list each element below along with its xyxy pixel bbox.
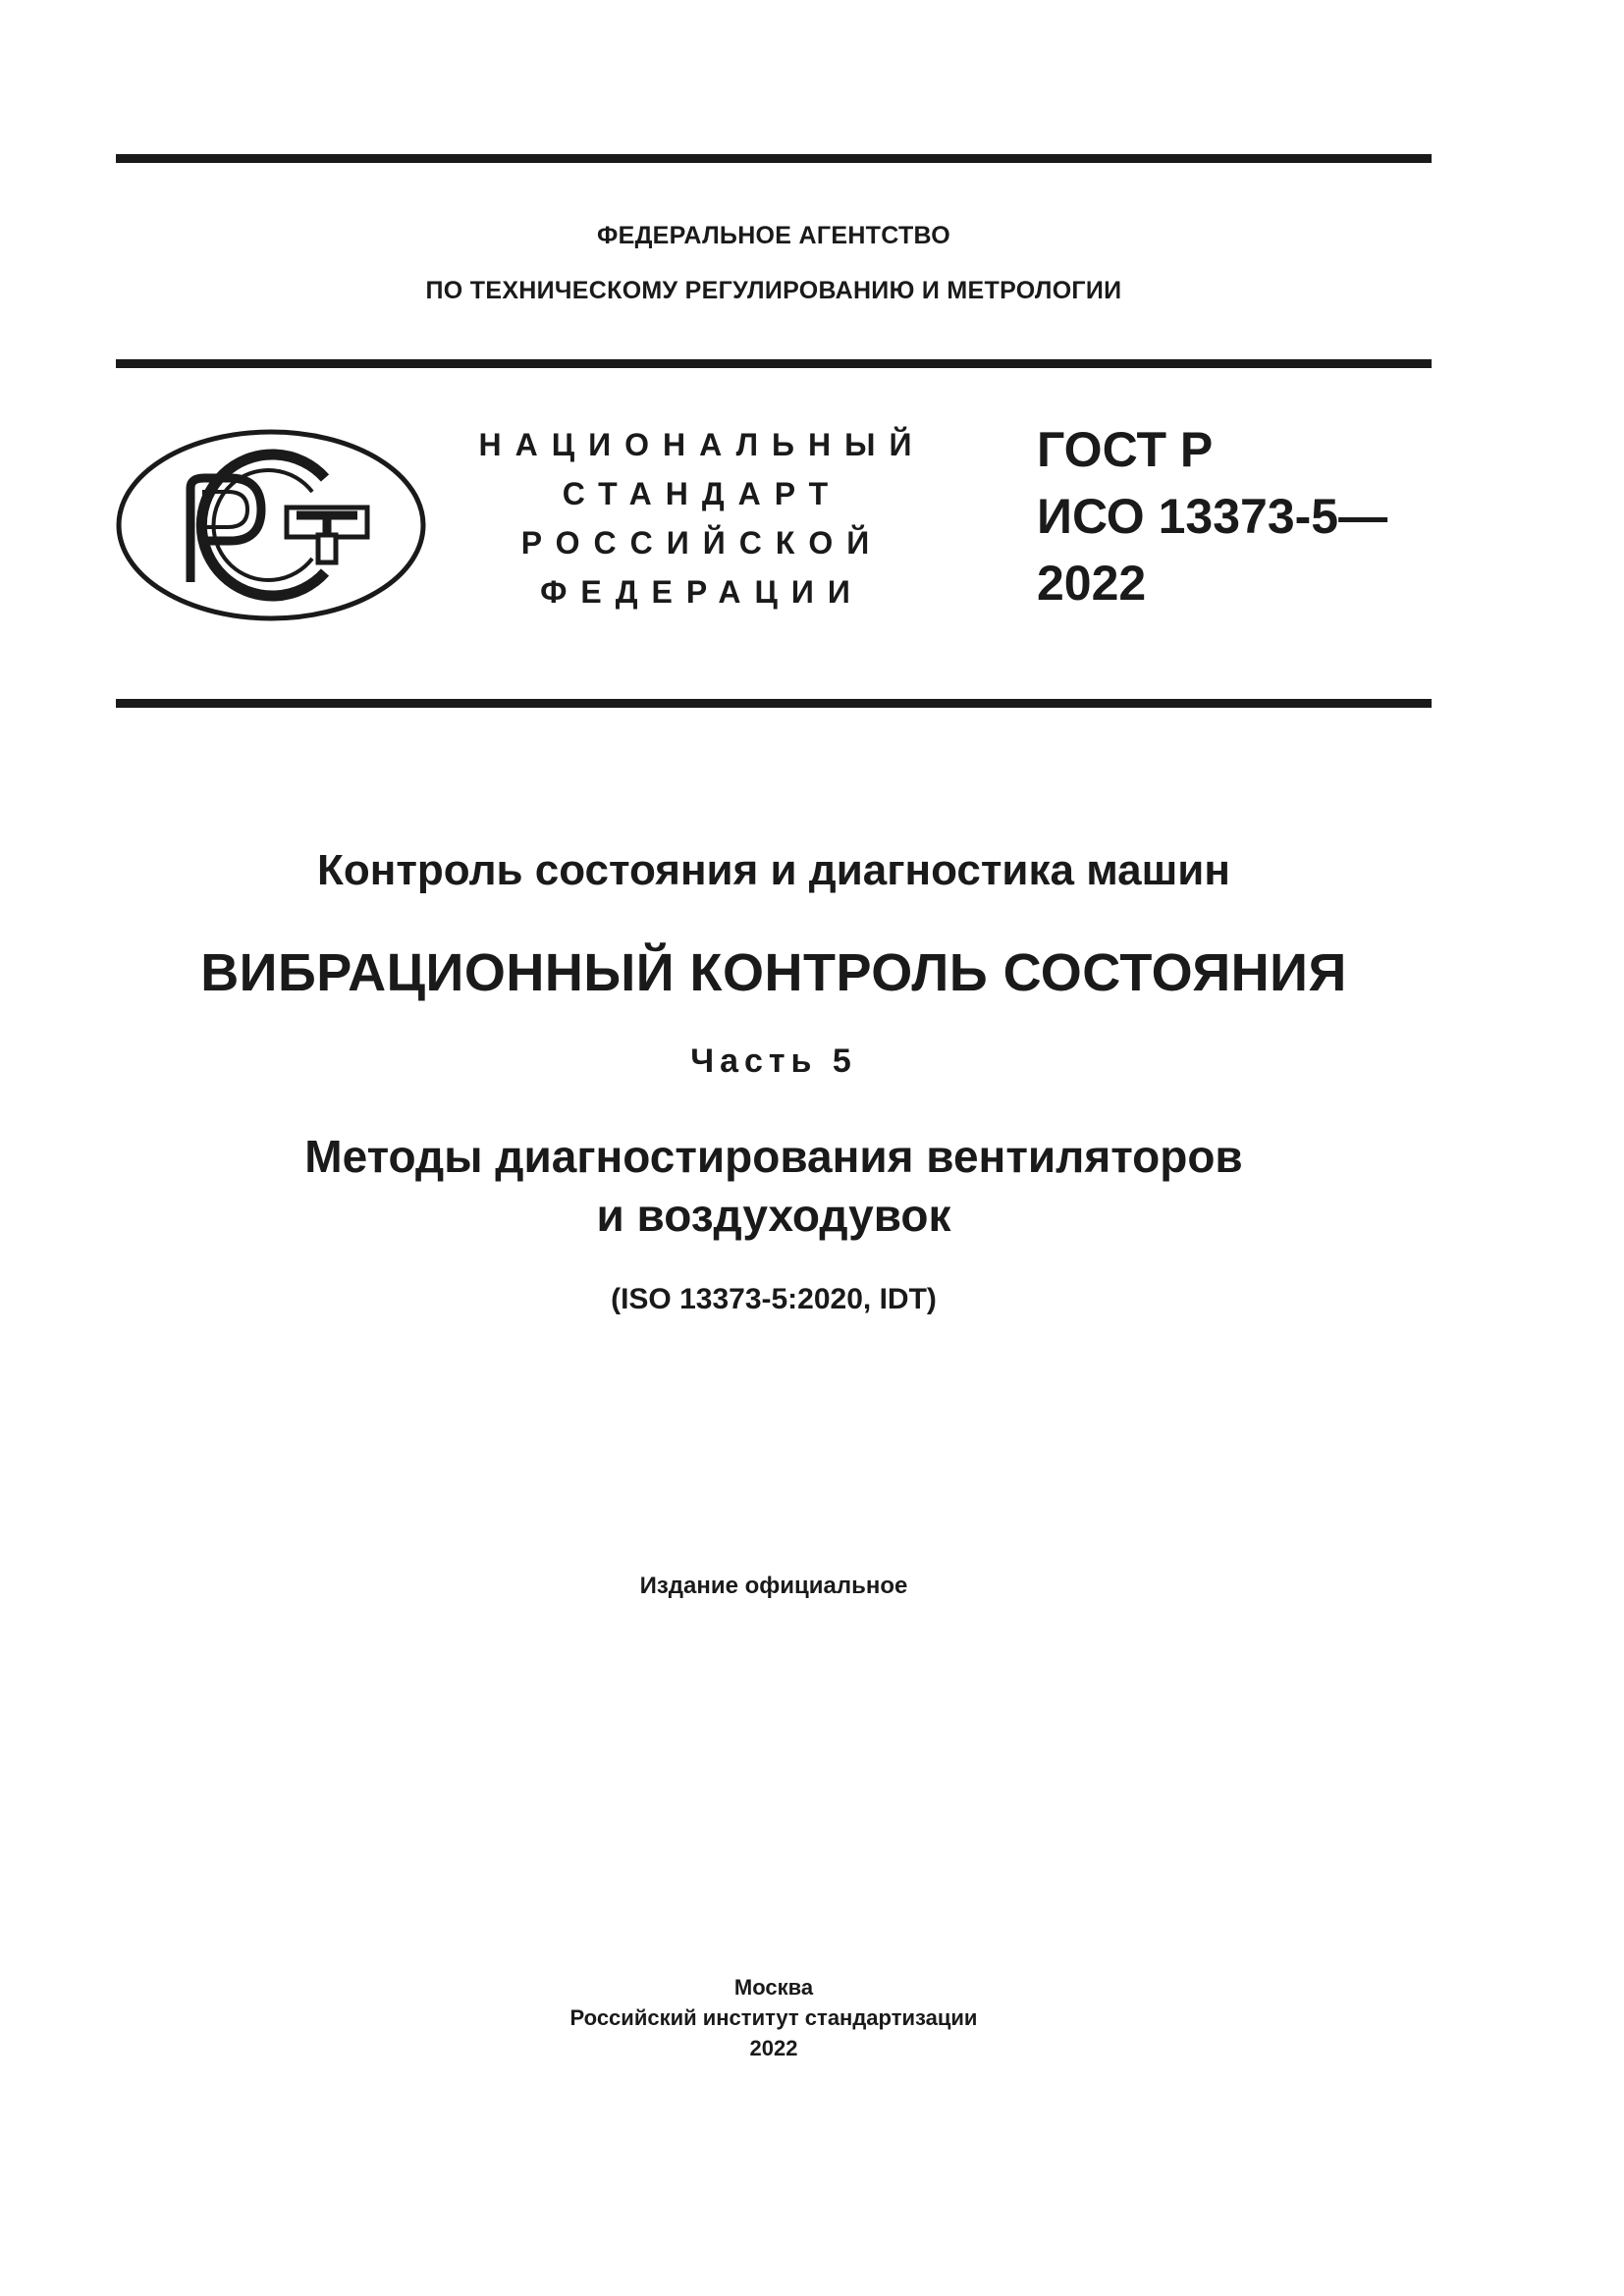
rst-certification-mark-icon — [114, 427, 428, 623]
part-title-line1: Методы диагностирования вентиляторов — [304, 1131, 1243, 1182]
header-divider-rule — [116, 359, 1432, 368]
national-standard-line1: НАЦИОНАЛЬНЫЙ — [478, 427, 926, 462]
designation-line3: 2022 — [1037, 556, 1147, 611]
agency-name-line2: ПО ТЕХНИЧЕСКОМУ РЕГУЛИРОВАНИЮ И МЕТРОЛОГИИ — [425, 277, 1122, 304]
national-standard-line4: ФЕДЕРАЦИИ — [540, 574, 864, 610]
national-standard-line3: РОССИЙСКОЙ — [520, 525, 884, 561]
part-title-line2: и воздуходувок — [596, 1190, 951, 1241]
designation-line2: ИСО 13373-5— — [1037, 489, 1388, 544]
agency-name-line1: ФЕДЕРАЛЬНОЕ АГЕНТСТВО — [596, 222, 951, 249]
iso-reference: (ISO 13373-5:2020, IDT) — [611, 1283, 937, 1315]
main-title: ВИБРАЦИОННЫЙ КОНТРОЛЬ СОСТОЯНИЯ — [200, 943, 1347, 1002]
general-title: Контроль состояния и диагностика машин — [317, 846, 1230, 894]
edition-note: Издание официальное — [639, 1573, 908, 1599]
imprint-publisher: Российский институт стандартизации — [569, 2005, 978, 2030]
imprint-year: 2022 — [749, 2036, 798, 2060]
national-standard-line2: СТАНДАРТ — [562, 476, 842, 511]
part-number: Часть 5 — [690, 1042, 857, 1080]
designation-divider-rule — [116, 699, 1432, 708]
designation-line1: ГОСТ Р — [1037, 422, 1214, 477]
top-rule — [116, 154, 1432, 163]
standard-designation — [1037, 416, 1387, 616]
imprint-city: Москва — [733, 1975, 814, 2000]
national-standard-label — [461, 420, 943, 616]
part-title — [116, 1127, 1432, 1245]
